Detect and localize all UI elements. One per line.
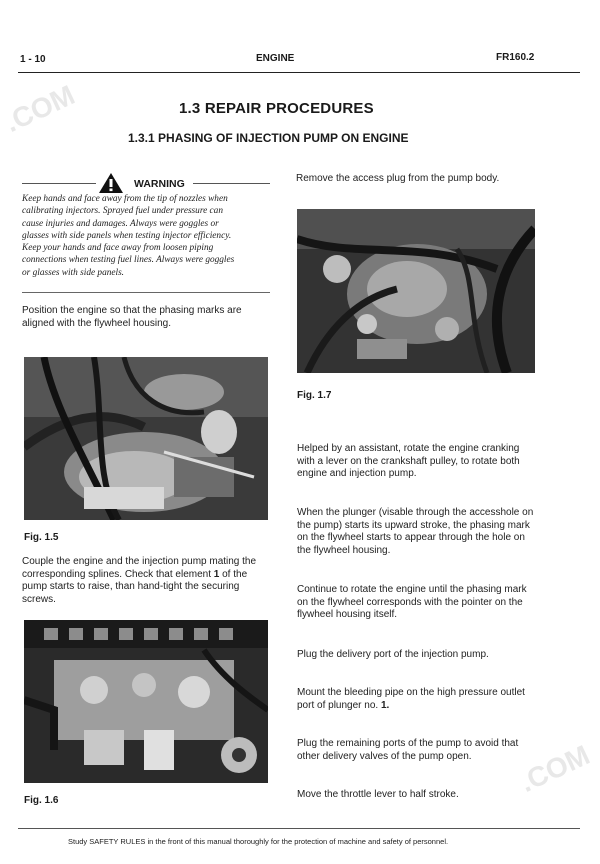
warning-label: WARNING bbox=[134, 178, 185, 190]
warning-line: Keep hands and face away from the tip of nozzles when bbox=[22, 194, 228, 204]
warning-text bbox=[22, 193, 270, 279]
right-paragraph-3: When the plunger (visable through the accesshole on the pump) starts its upward stroke, the phasing mark on the flywheel starts to appear through the hole on the flywheel housing. bbox=[297, 507, 534, 556]
right-paragraph-7: Plug the remaining ports of the pump to avoid that other delivery valves of the pump open. bbox=[297, 738, 519, 762]
header-rule bbox=[18, 72, 580, 73]
figure-1-5-caption: Fig. 1.5 bbox=[24, 532, 59, 543]
right-paragraph-6: Mount the bleeding pipe on the high pressure outlet port of plunger no. 1. bbox=[297, 687, 525, 711]
right-paragraph-8: Move the throttle lever to half stroke. bbox=[297, 789, 459, 800]
model-code: FR160.2 bbox=[496, 52, 535, 63]
warning-bottom-rule bbox=[22, 292, 270, 293]
figure-1-7-caption: Fig. 1.7 bbox=[297, 390, 332, 401]
figure-1-6-caption: Fig. 1.6 bbox=[24, 795, 59, 806]
figure-1-5-photo bbox=[24, 357, 268, 520]
figure-1-6-photo bbox=[24, 620, 268, 783]
warning-rule-right bbox=[193, 183, 270, 184]
page-number: 1 - 10 bbox=[20, 54, 46, 65]
warning-line: glasses with side panels when testing injector efficiency. bbox=[22, 230, 232, 241]
footer-rule bbox=[18, 828, 580, 829]
warning-line: cause injuries and damages. Always were goggles or bbox=[22, 218, 219, 229]
right-paragraph-4: Continue to rotate the engine until the phasing mark on the flywheel corresponds with the pointer on the flywheel housing itself. bbox=[297, 584, 527, 620]
right-paragraph-5: Plug the delivery port of the injection pump. bbox=[297, 649, 489, 660]
warning-line: connections when testing fuel lines. Always were goggles bbox=[22, 255, 235, 266]
right-paragraph-1: Remove the access plug from the pump body. bbox=[296, 173, 500, 184]
footer-safety-note: Study SAFETY RULES in the front of this manual thoroughly for the protection of machine and safety of personnel. bbox=[68, 837, 449, 846]
watermark: .COM bbox=[515, 739, 595, 799]
watermark: .COM bbox=[0, 79, 80, 139]
figure-1-7-photo bbox=[297, 209, 535, 373]
warning-rule-left bbox=[22, 183, 96, 184]
warning-line: Keep your hands and face away from loosen piping bbox=[22, 243, 214, 254]
warning-line: or glasses with side panels. bbox=[22, 267, 125, 278]
right-paragraph-2: Helped by an assistant, rotate the engine cranking with a lever on the crankshaft pulley, to rotate both engine and injection pump. bbox=[297, 443, 520, 479]
left-paragraph-2: Couple the engine and the injection pump mating the corresponding splines. Check that element 1 of the pump starts to raise, than hand-tight the securing screws. bbox=[22, 556, 257, 605]
warning-line: calibrating injectors. Sprayed fuel under pressure can bbox=[22, 206, 223, 217]
page-title: 1.3 REPAIR PROCEDURES bbox=[179, 100, 374, 117]
section-name: ENGINE bbox=[256, 53, 295, 64]
left-paragraph-1: Position the engine so that the phasing marks are aligned with the flywheel housing. bbox=[22, 305, 242, 329]
section-subtitle: 1.3.1 PHASING OF INJECTION PUMP ON ENGINE bbox=[128, 131, 409, 145]
